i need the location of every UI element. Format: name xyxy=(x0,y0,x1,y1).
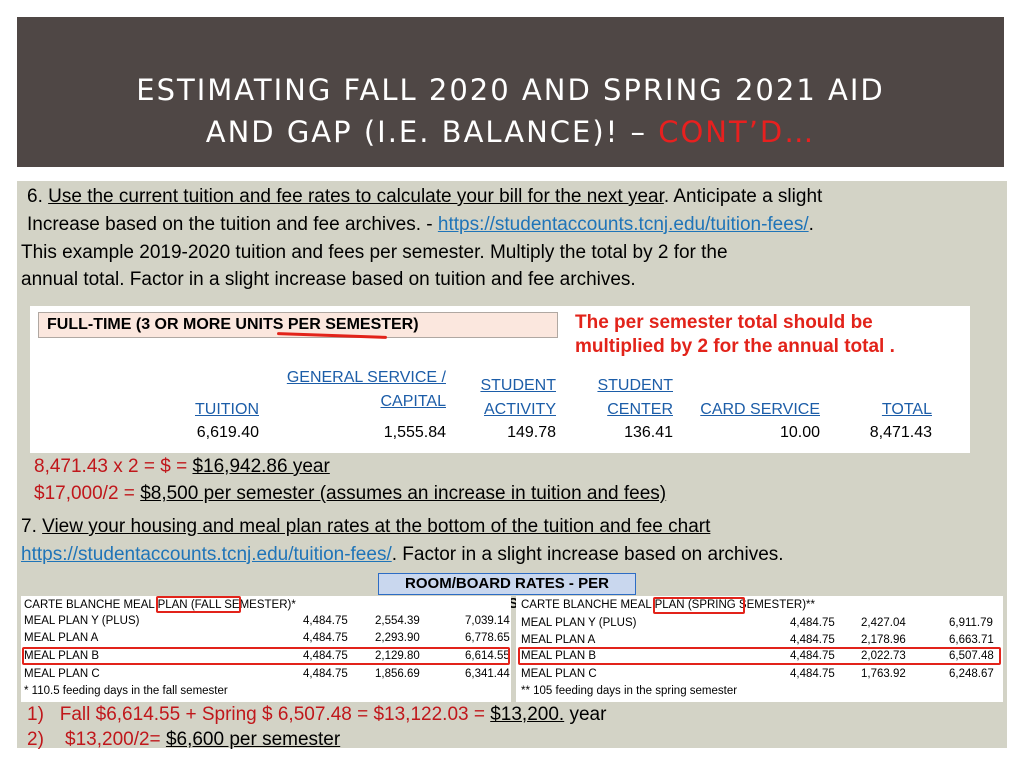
step6-line2-text: Increase based on the tuition and fee archives. - xyxy=(27,214,438,235)
room-rate: 4,484.75 xyxy=(790,668,835,680)
meal-plan-name: MEAL PLAN C xyxy=(521,668,597,680)
title-line-1: ESTIMATING FALL 2020 AND SPRING 2021 AID xyxy=(136,73,885,107)
room-rate: 4,484.75 xyxy=(790,617,835,629)
value-total: 8,471.43 xyxy=(869,424,932,441)
summary-item-1-result: $13,200. xyxy=(490,704,565,725)
step7-heading: View your housing and meal plan rates at the bottom of the tuition and fee chart xyxy=(42,516,711,537)
semester-calc-result: $8,500 per semester (assumes an increase in tuition and fees) xyxy=(140,483,667,504)
annual-calc-result: $16,942.86 year xyxy=(192,456,330,477)
step7-line2 xyxy=(21,541,784,569)
step6-number: 6. xyxy=(27,186,49,207)
value-tuition: 6,619.40 xyxy=(196,424,259,441)
annual-calc-line xyxy=(34,453,330,480)
summary-item-1 xyxy=(27,702,606,727)
meal-plan-name: MEAL PLAN Y (PLUS) xyxy=(521,617,637,629)
col-header-center-2: CENTER xyxy=(607,401,673,418)
room-rate: 4,484.75 xyxy=(303,650,348,662)
note-line-1: The per semester total should be xyxy=(575,312,873,333)
spring-header-boxed: (SPRING SEMESTER) xyxy=(687,599,807,611)
meal-plan-name: MEAL PLAN B xyxy=(24,650,99,662)
total-rate: 6,663.71 xyxy=(949,634,994,646)
fall-header-boxed: (FALL SEMESTER) xyxy=(190,599,292,611)
table-row xyxy=(516,615,1003,631)
table-row xyxy=(21,666,511,682)
tuition-fees-link[interactable]: https://studentaccounts.tcnj.edu/tuition-fees/ xyxy=(437,214,809,235)
summary-item-2-number: 2) xyxy=(27,729,44,750)
room-rate: 4,484.75 xyxy=(303,632,348,644)
fall-header-prefix: CARTE BLANCHE MEAL PLAN xyxy=(24,599,191,611)
summary-item-2-expression: $13,200/2= xyxy=(65,729,166,750)
board-rate: 2,293.90 xyxy=(375,632,420,644)
total-rate: 7,039.14 xyxy=(465,615,510,627)
summary-item-1-expression: Fall $6,614.55 + Spring $ 6,507.48 = $13,122.03 = xyxy=(59,704,491,725)
col-header-card-service: CARD SERVICE xyxy=(700,401,820,418)
fall-header-suffix: * xyxy=(291,599,296,611)
col-header-general-service-2: CAPITAL xyxy=(380,393,446,410)
step7-number: 7. xyxy=(21,516,43,537)
total-rate: 6,911.79 xyxy=(949,617,993,629)
meal-plan-name: MEAL PLAN B xyxy=(521,650,596,662)
slide-title xyxy=(17,69,1004,153)
board-rate: 1,856.69 xyxy=(375,668,420,680)
board-rate: 1,763.92 xyxy=(861,668,906,680)
col-header-center-1: STUDENT xyxy=(597,377,673,394)
room-rate: 4,484.75 xyxy=(303,668,348,680)
value-general-service: 1,555.84 xyxy=(383,424,446,441)
summary-item-2 xyxy=(27,727,340,752)
spring-plan-b-highlight xyxy=(518,647,1001,665)
board-rate: 2,129.80 xyxy=(375,650,420,662)
table-row xyxy=(516,666,1003,682)
title-banner xyxy=(17,17,1004,167)
spring-header-prefix: CARTE BLANCHE MEAL PLAN xyxy=(521,599,688,611)
col-header-activity-2: ACTIVITY xyxy=(483,401,556,418)
summary-item-1-tail: year xyxy=(564,704,607,725)
value-student-center: 136.41 xyxy=(624,424,673,441)
summary-item-2-result: $6,600 per semester xyxy=(165,729,341,750)
col-header-activity-1: STUDENT xyxy=(480,377,556,394)
col-header-tuition: TUITION xyxy=(195,401,259,418)
board-rate: 2,554.39 xyxy=(375,615,420,627)
fall-meal-table xyxy=(21,596,511,702)
total-rate: 6,248.67 xyxy=(949,668,994,680)
table-row xyxy=(516,632,1003,648)
semester-calc-line xyxy=(34,480,666,507)
total-rate: 6,614.55 xyxy=(465,650,510,662)
fall-plan-b-highlight xyxy=(22,647,510,665)
board-rate: 2,178.96 xyxy=(861,634,906,646)
semester-calc-expression: $17,000/2 = xyxy=(34,483,141,504)
spring-meal-table xyxy=(516,596,1003,702)
board-rate: 2,427.04 xyxy=(861,617,906,629)
step6-line3: This example 2019-2020 tuition and fees per semester. Multiply the total by 2 for the xyxy=(21,242,728,263)
step6-line4: annual total. Factor in a slight increase based on tuition and fee archives. xyxy=(21,269,636,290)
fall-footnote-text: * 110.5 feeding days in the fall semester xyxy=(24,685,228,697)
meal-plan-name: MEAL PLAN C xyxy=(24,668,100,680)
board-rate: 2,022.73 xyxy=(861,650,906,662)
step6-heading: Use the current tuition and fee rates to calculate your bill for the next year xyxy=(48,186,664,207)
step7-line1 xyxy=(21,513,710,541)
col-header-general-service-1: GENERAL SERVICE / xyxy=(286,369,446,386)
total-rate: 6,341.44 xyxy=(465,668,510,680)
note-line-2: multiplied by 2 for the annual total . xyxy=(575,336,895,357)
meal-plan-name: MEAL PLAN Y (PLUS) xyxy=(24,615,140,627)
value-card-service: 10.00 xyxy=(779,424,820,441)
spring-header-suffix: ** xyxy=(806,599,815,611)
total-rate: 6,778.65 xyxy=(465,632,510,644)
room-rate: 4,484.75 xyxy=(303,615,348,627)
table-row xyxy=(21,613,511,629)
step7-rest: . Factor in a slight increase based on archives. xyxy=(391,544,784,565)
fall-semester-highlight xyxy=(156,596,241,613)
meal-plan-name: MEAL PLAN A xyxy=(24,632,99,644)
title-accent: CONT’D… xyxy=(658,115,816,149)
step6-line2 xyxy=(27,211,814,239)
step6-line2-end: . xyxy=(808,214,814,235)
room-rate: 4,484.75 xyxy=(790,634,835,646)
summary-item-1-number: 1) xyxy=(27,704,44,725)
annual-calc-expression: 8,471.43 x 2 = $ = xyxy=(34,456,193,477)
table-row xyxy=(21,630,511,646)
full-time-label: FULL-TIME (3 OR MORE UNITS PER SEMESTER) xyxy=(38,312,558,338)
tuition-fees-link-2[interactable]: https://studentaccounts.tcnj.edu/tuition-fees/ xyxy=(21,544,392,565)
room-board-title: ROOM/BOARD RATES - PER xyxy=(378,573,636,595)
step6-line1 xyxy=(27,183,822,211)
room-rate: 4,484.75 xyxy=(790,650,835,662)
title-line-2: AND GAP (I.E. BALANCE)! – xyxy=(205,115,659,149)
step6-rest: . Anticipate a slight xyxy=(663,186,823,207)
spring-footnote-text: ** 105 feeding days in the spring semester xyxy=(521,685,738,697)
value-student-activity: 149.78 xyxy=(507,424,556,441)
spring-semester-highlight xyxy=(653,597,745,614)
tuition-fee-table xyxy=(30,306,970,453)
annual-total-note xyxy=(575,311,895,359)
col-header-total: TOTAL xyxy=(881,401,932,418)
total-rate: 6,507.48 xyxy=(949,650,994,662)
meal-plan-name: MEAL PLAN A xyxy=(521,634,596,646)
